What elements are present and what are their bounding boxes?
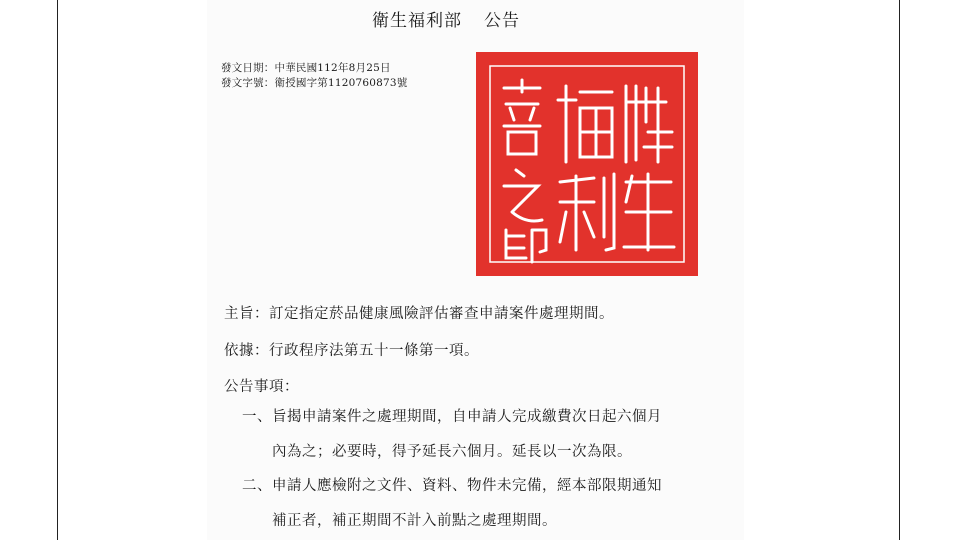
item-2-line-2: 補正者，補正期間不計入前點之處理期間。	[272, 513, 557, 529]
item-2-line-1	[242, 474, 662, 495]
item-1-text-1: 旨揭申請案件之處理期間，自申請人完成繳費次日起六個月	[272, 409, 662, 425]
agency-name: 衛生福利部	[372, 11, 462, 31]
right-frame-border	[899, 0, 900, 540]
left-frame-border	[57, 0, 58, 540]
announcement-items-heading: 公告事項：	[224, 379, 299, 395]
official-seal-stamp	[476, 52, 698, 276]
issue-date: 發文日期：中華民國112年8月25日	[221, 62, 391, 74]
document-title	[372, 6, 592, 31]
item-1-line-1	[242, 405, 662, 426]
item-2-number: 二、	[242, 478, 272, 494]
subject-line: 主旨：訂定指定菸品健康風險評估審查申請案件處理期間。	[224, 306, 614, 322]
document-number: 發文字號：衛授國字第1120760873號	[221, 77, 408, 89]
seal-glyphs-graphic	[476, 52, 698, 276]
item-1-line-2: 內為之；必要時，得予延長六個月。延長以一次為限。	[272, 444, 632, 460]
document-type: 公告	[484, 11, 520, 31]
item-1-number: 一、	[242, 409, 272, 425]
item-2-text-1: 申請人應檢附之文件、資料、物件未完備，經本部限期通知	[272, 478, 662, 494]
basis-line: 依據：行政程序法第五十一條第一項。	[224, 343, 479, 359]
